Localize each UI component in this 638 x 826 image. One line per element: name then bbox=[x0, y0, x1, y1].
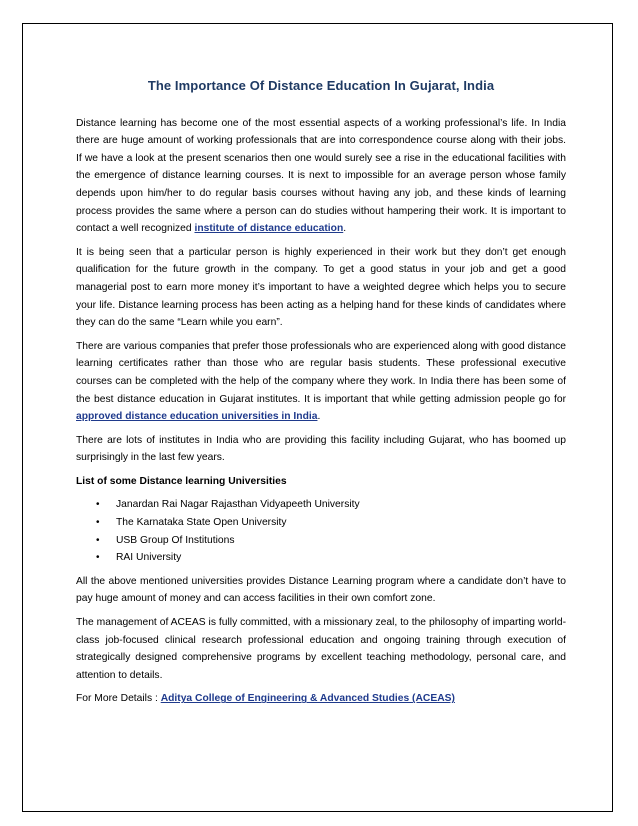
list-item-label: RAI University bbox=[116, 552, 182, 564]
more-details bbox=[76, 690, 566, 708]
paragraph-1-end: . bbox=[343, 223, 347, 235]
list-item-label: The Karnataka State Open University bbox=[116, 517, 287, 529]
list-item bbox=[96, 496, 566, 514]
paragraph-1-text: Distance learning has become one of the most essential aspects of a working professional’s life. In India there are huge amount of working professionals that are into correspondence course along with their jobs. If we have a look at the present scenarios then one would surely see a rise in the educational facilities with the emergence of distance learning courses. It is next to impossible for an average person whose family depends upon him/her to do regular basis courses without having any job, and these kinds of learning process provides the same where a person can do studies without hampering their work. It is important to contact a well recognized bbox=[76, 117, 566, 235]
paragraph-2: It is being seen that a particular person is highly experienced in their work but they don’t get enough qualification for the future growth in the company. To get a good status in your job and get a good managerial post to earn more money it’s important to have a weighted degree which helps you to secure your life. Distance learning process has been acting as a helping hand for these kinds of candidates where they can do the same “Learn while you earn”. bbox=[76, 246, 566, 329]
paragraph-1 bbox=[76, 115, 566, 238]
document-title: The Importance Of Distance Education In Gujarat, India bbox=[147, 78, 495, 93]
list-title: List of some Distance learning Universities bbox=[76, 475, 287, 487]
list-item-label: Janardan Rai Nagar Rajasthan Vidyapeeth University bbox=[116, 499, 360, 511]
bullet-icon: • bbox=[96, 517, 100, 529]
aceas-link[interactable]: Aditya College of Engineering & Advanced Studies (ACEAS) bbox=[160, 693, 455, 705]
universities-link[interactable]: approved distance education universities in India bbox=[76, 411, 318, 423]
bullet-icon: • bbox=[96, 534, 100, 546]
institute-link[interactable]: institute of distance education bbox=[194, 223, 344, 235]
paragraph-3 bbox=[76, 338, 566, 426]
bullet-icon: • bbox=[96, 499, 100, 511]
list-item bbox=[96, 532, 566, 550]
more-details-label: For More Details : bbox=[76, 693, 161, 705]
list-item-label: USB Group Of Institutions bbox=[116, 534, 235, 546]
paragraph-5: All the above mentioned universities provides Distance Learning program where a candidate don’t have to pay huge amount of money and can access facilities in their own comfort zone. bbox=[76, 575, 566, 605]
paragraph-4: There are lots of institutes in India who are providing this facility including Gujarat, who has boomed up surprisingly in the last few years. bbox=[76, 434, 566, 464]
list-item bbox=[96, 549, 566, 567]
paragraph-6: The management of ACEAS is fully committed, with a missionary zeal, to the philosophy of imparting world-class job-focused clinical research professional education and ongoing training through execution of strategically designed comprehensive programs by excellent teaching methodology, personal care, and attention to details. bbox=[76, 617, 566, 681]
paragraph-3-text: There are various companies that prefer those professionals who are experienced along with good distance learning certificates rather than those who are regular basis students. These professional executive courses can be completed with the help of the company where they work. In India there has been some of the best distance education in Gujarat institutes. It is important that while getting admission people go for bbox=[76, 340, 566, 405]
document-body bbox=[76, 77, 566, 714]
paragraph-3-end: . bbox=[317, 411, 321, 423]
universities-list bbox=[76, 496, 566, 566]
bullet-icon: • bbox=[96, 552, 100, 564]
list-item bbox=[96, 514, 566, 532]
